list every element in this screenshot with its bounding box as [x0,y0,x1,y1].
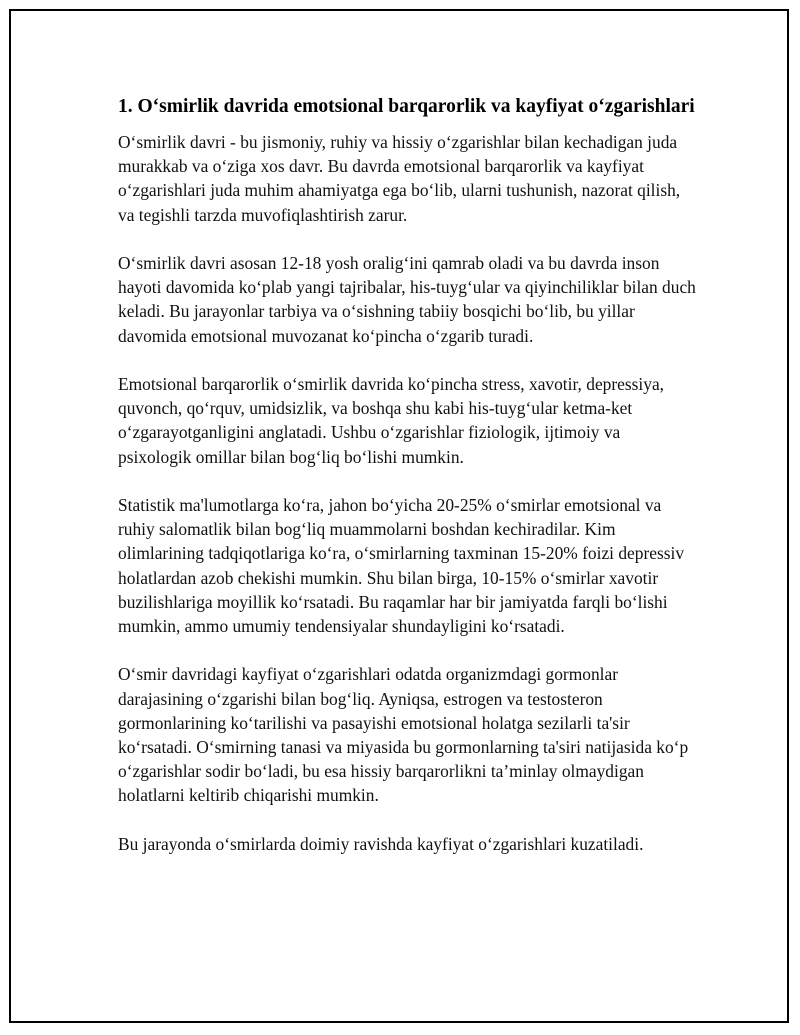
paragraph-statistics: Statistik ma'lumotlarga ko‘ra, jahon bo‘yicha 20-25% o‘smirlar emotsional va ruhiy salomatlik bilan bog‘liq muammolarni boshdan kechiradilar. Kim olimlarining tadqiqotlariga ko‘ra, o‘smirlarning taxminan 15-20% foizi depressiv holatlardan azob chekishi mumkin. Shu bilan birga, 10-15% o‘smirlar xavotir buzilishlariga moyillik ko‘rsatadi. Bu raqamlar har bir jamiyatda farqli bo‘lishi mumkin, ammo umumiy tendensiyalar shundayligini ko‘rsatadi. [118,495,685,637]
section-heading: 1. O‘smirlik davrida emotsional barqarorlik va kayfiyat o‘zgarishlari [118,96,695,117]
paragraph-hormones: O‘smir davridagi kayfiyat o‘zgarishlari odatda organizmdagi gormonlar darajasining o‘zgarishi bilan bog‘liq. Ayniqsa, estrogen va testosteron gormonlarining ko‘tarilishi va pasayishi emotsional holatga sezilarli ta'sir ko‘rsatadi. O‘smirning tanasi va miyasida bu gormonlarning ta'siri natijasida ko‘p o‘zgarishlar sodir bo‘ladi, bu esa hissiy barqarorlikni ta’minlay olmaydigan holatlarni keltirib chiqarishi mumkin. [118,664,689,806]
paragraph-emotional-stability: Emotsional barqarorlik o‘smirlik davrida ko‘pincha stress, xavotir, depressiya, quvonch, qo‘rquv, umidsizlik, va boshqa shu kabi his-tuyg‘ular ketma-ket o‘zgarayotganligini anglatadi. Ushbu o‘zgarishlar fiziologik, ijtimoiy va psixologik omillar bilan bog‘liq bo‘lishi mumkin. [118,374,665,467]
paragraph-age-range: O‘smirlik davri asosan 12-18 yosh oralig‘ini qamrab oladi va bu davrda inson hayoti davomida ko‘plab yangi tajribalar, his-tuyg‘ular va qiyinchiliklar bilan duch keladi. Bu jarayonlar tarbiya va o‘sishning tabiiy bosqichi bo‘lib, bu yillar davomida emotsional muvozanat ko‘pincha o‘zgarib turadi. [118,253,696,346]
document-body [118,93,698,880]
paragraph-conclusion: Bu jarayonda o‘smirlarda doimiy ravishda kayfiyat o‘zgarishlari kuzatiladi. [118,833,644,854]
paragraph-intro: O‘smirlik davri - bu jismoniy, ruhiy va hissiy o‘zgarishlar bilan kechadigan juda murakkab va o‘ziga xos davr. Bu davrda emotsional barqarorlik va kayfiyat o‘zgarishlari juda muhim ahamiyatga ega bo‘lib, ularni tushunish, nazorat qilish, va tegishli tarzda muvofiqlashtirish zarur. [118,132,681,225]
